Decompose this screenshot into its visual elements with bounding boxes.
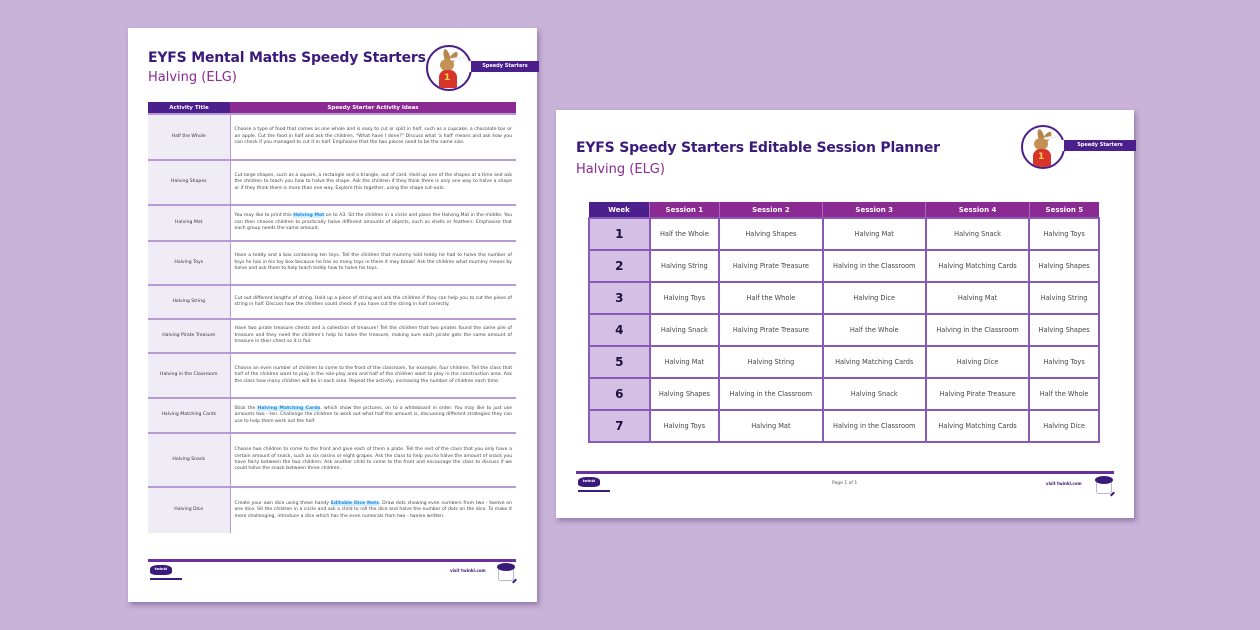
session-cell[interactable]: Half the Whole [823, 314, 926, 346]
activity-description: Choose an even number of children to come to the front of the classroom, for example, four children. Tell the class that half of the children want to play in the role-play area and half of the children want to play in the construction area. Ask the class how many children will be in each area. Repeat the activity, increasing the number of children each time. [230, 353, 516, 398]
activity-title: Half the Whole [148, 114, 230, 160]
week-row [589, 282, 1099, 314]
twinkl-pencil-icon [498, 568, 514, 581]
column-header-session: Session 2 [719, 202, 822, 218]
logo-underline [150, 578, 182, 580]
table-row [148, 114, 516, 160]
column-header-session: Session 3 [823, 202, 926, 218]
session-cell[interactable]: Halving in the Classroom [823, 410, 926, 442]
halving-mat-link[interactable]: Halving Mat [293, 213, 325, 219]
speedy-starters-badge: Speedy Starters [1062, 140, 1136, 151]
session-cell[interactable]: Halving Pirate Treasure [719, 250, 822, 282]
activity-table [148, 102, 516, 533]
activity-description: Stick the Halving Matching Cards, which show the pictures, on to a whiteboard in order. You may like to just use amounts two - ten. Challenge the children to work out what half the amount is, discussing different strategies they can use to help them work out the half. [230, 398, 516, 433]
session-cell[interactable]: Halving in the Classroom [719, 378, 822, 410]
page-number: Page 1 of 1 [832, 481, 858, 486]
footer-divider [148, 559, 516, 562]
document-subtitle: Halving (ELG) [148, 70, 237, 85]
session-cell[interactable]: Halving Shapes [650, 378, 720, 410]
activity-description: Create your own dice using these handy Editable Dice Nets. Draw dots showing even numbers from two - twelve on one dice. Sit the children in a circle and ask a child to roll the dice and halve the number of dots on the dice. To make it more challenging, introduce a dice which has the even numerals from two - twelve written. [230, 487, 516, 533]
activity-title: Halving Mat [148, 205, 230, 241]
table-row [148, 487, 516, 533]
twinkl-logo: twinkl [578, 477, 600, 487]
session-cell[interactable]: Halving String [1029, 282, 1099, 314]
table-row [148, 433, 516, 487]
logo-underline [578, 490, 610, 492]
table-row [148, 241, 516, 285]
column-header-session: Session 1 [650, 202, 720, 218]
activity-title: Halving Pirate Treasure [148, 319, 230, 353]
table-row [148, 319, 516, 353]
week-row [589, 346, 1099, 378]
activity-title: Halving Matching Cards [148, 398, 230, 433]
rabbit-mascot-icon: 1 [1021, 125, 1065, 169]
activity-description: Cut large shapes, such as a square, a rectangle and a triangle, out of card. Hold up one of the shapes at a time and ask the children to teach you how to halve the shape. Ask the children if they think there is only one way to halve a shape or if they think there is more than one way. Explore this together, using the shape cut-outs. [230, 160, 516, 205]
week-number: 3 [589, 282, 650, 314]
session-cell[interactable]: Half the Whole [719, 282, 822, 314]
session-cell[interactable]: Halving Pirate Treasure [719, 314, 822, 346]
session-cell[interactable]: Halving Snack [926, 218, 1029, 250]
activity-ideas-document [128, 28, 537, 602]
activity-title: Halving String [148, 285, 230, 319]
table-row [148, 398, 516, 433]
session-cell[interactable]: Halving Dice [823, 282, 926, 314]
session-cell[interactable]: Halving Snack [823, 378, 926, 410]
twinkl-pencil-icon [1096, 481, 1112, 494]
activity-description: Have a teddy and a box containing ten toys. Tell the children that mummy told teddy he had to halve the number of toys he has in his toy box because he has so many toys in there it may break! Ask the children what mummy means by halve and ask them to help teach teddy how to halve his toys. [230, 241, 516, 285]
session-cell[interactable]: Halving String [719, 346, 822, 378]
week-row [589, 378, 1099, 410]
activity-description: Choose a type of food that comes as one whole and is easy to cut or split in half, such as a cupcake, a chocolate bar or an apple. Cut the food in half and ask the children, "What have I done?" Discuss what 'a half' means and ask how you can check if you managed to cut it in half. Emphasise that the two pieces need to be the same size. [230, 114, 516, 160]
session-cell[interactable]: Halving Pirate Treasure [926, 378, 1029, 410]
speedy-starters-badge: Speedy Starters [469, 61, 539, 72]
table-row [148, 353, 516, 398]
session-cell[interactable]: Halving in the Classroom [823, 250, 926, 282]
column-header: Speedy Starter Activity Ideas [230, 102, 516, 114]
activity-title: Halving in the Classroom [148, 353, 230, 398]
week-number: 4 [589, 314, 650, 346]
session-cell[interactable]: Halving Mat [823, 218, 926, 250]
halving-matching-cards-link[interactable]: Halving Matching Cards [257, 405, 321, 411]
column-header: Activity Title [148, 102, 230, 114]
activity-title: Halving Dice [148, 487, 230, 533]
table-row [148, 205, 516, 241]
activity-title: Halving Shapes [148, 160, 230, 205]
column-header-session: Session 4 [926, 202, 1029, 218]
session-cell[interactable]: Halving Dice [1029, 410, 1099, 442]
twinkl-logo: twinkl [150, 565, 172, 575]
activity-title: Halving Snack [148, 433, 230, 487]
session-cell[interactable]: Halving Toys [1029, 346, 1099, 378]
session-cell[interactable]: Halving Toys [1029, 218, 1099, 250]
activity-title: Halving Toys [148, 241, 230, 285]
column-header-week: Week [589, 202, 650, 218]
session-cell[interactable]: Halving Matching Cards [823, 346, 926, 378]
document-title: EYFS Speedy Starters Editable Session Planner [576, 140, 940, 156]
session-planner-document [556, 110, 1134, 518]
week-number: 7 [589, 410, 650, 442]
session-cell[interactable]: Halving String [650, 250, 720, 282]
rabbit-mascot-icon: 1 [426, 45, 472, 91]
week-row [589, 410, 1099, 442]
activity-description: Cut out different lengths of string. Hold up a piece of string and ask the children if they can help you to cut the piece of string in half. Discuss how the children could check if you have cut the string in half correctly. [230, 285, 516, 319]
session-cell[interactable]: Half the Whole [650, 218, 720, 250]
document-subtitle: Halving (ELG) [576, 162, 665, 177]
footer-divider [576, 471, 1114, 474]
column-header-session: Session 5 [1029, 202, 1099, 218]
activity-description: You may like to print this Halving Mat on to A3. Sit the children in a circle and place the Halving Mat in the middle. You can then choose children to practically halve different amounts of objects, such as shells or feathers. Emphasise that each group needs the same amount. [230, 205, 516, 241]
week-row [589, 250, 1099, 282]
session-cell[interactable]: Halving in the Classroom [926, 314, 1029, 346]
week-number: 2 [589, 250, 650, 282]
session-planner-table [588, 202, 1100, 443]
session-cell[interactable]: Halving Matching Cards [926, 410, 1029, 442]
week-row [589, 218, 1099, 250]
session-cell[interactable]: Halving Snack [650, 314, 720, 346]
week-number: 5 [589, 346, 650, 378]
session-cell[interactable]: Halving Mat [650, 346, 720, 378]
footer-site-text: visit twinkl.com [450, 568, 486, 573]
session-cell[interactable]: Halving Matching Cards [926, 250, 1029, 282]
week-number: 1 [589, 218, 650, 250]
table-row [148, 160, 516, 205]
document-title: EYFS Mental Maths Speedy Starters [148, 50, 426, 66]
session-cell[interactable]: Halving Shapes [719, 218, 822, 250]
session-cell[interactable]: Halving Shapes [1029, 314, 1099, 346]
session-cell[interactable]: Halving Toys [650, 282, 720, 314]
session-cell[interactable]: Halving Mat [926, 282, 1029, 314]
editable-dice-nets-link[interactable]: Editable Dice Nets [330, 500, 379, 506]
session-cell[interactable]: Halving Mat [719, 410, 822, 442]
session-cell[interactable]: Halving Shapes [1029, 250, 1099, 282]
activity-description: Have two pirate treasure chests and a collection of treasure! Tell the children that two pirates found the same pile of treasure and they need the children's help to halve the treasure, making sure each pirate gets the same amount of treasure in their chest so it is fair. [230, 319, 516, 353]
session-cell[interactable]: Halving Toys [650, 410, 720, 442]
table-row [148, 285, 516, 319]
session-cell[interactable]: Half the Whole [1029, 378, 1099, 410]
footer-site-text: visit twinkl.com [1046, 481, 1082, 486]
activity-description: Choose two children to come to the front and give each of them a plate. Tell the rest of the class that you only have a certain amount of snack, such as six raisins or eight grapes. Ask the class to help you to halve the amount of snack you have fairly between the two children. Ask another child to come to the front and encourage the class to discuss if we could halve the snack between three children. [230, 433, 516, 487]
week-number: 6 [589, 378, 650, 410]
session-cell[interactable]: Halving Dice [926, 346, 1029, 378]
week-row [589, 314, 1099, 346]
